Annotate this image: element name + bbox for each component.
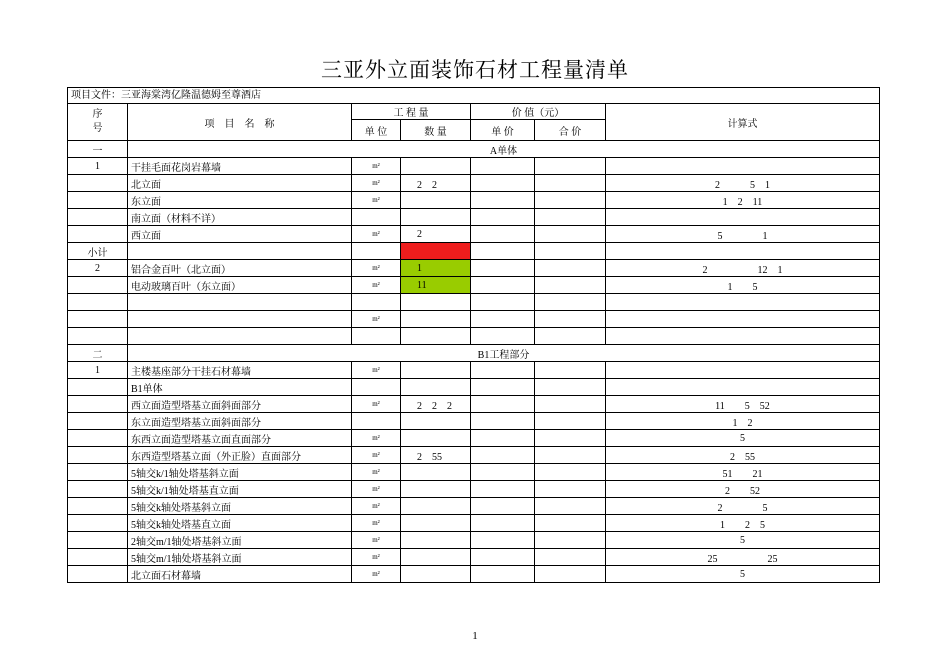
row-unit: m² bbox=[352, 498, 401, 515]
row-unit-price bbox=[471, 226, 535, 243]
table-row bbox=[68, 498, 880, 515]
row-unit: m² bbox=[352, 277, 401, 294]
header-unit: 单 位 bbox=[352, 120, 401, 141]
row-formula bbox=[606, 328, 880, 345]
row-total bbox=[535, 158, 606, 175]
row-total bbox=[535, 226, 606, 243]
row-formula: 11 5 52 bbox=[606, 396, 880, 413]
table-row bbox=[68, 532, 880, 549]
row-unit: m² bbox=[352, 226, 401, 243]
table-row bbox=[68, 192, 880, 209]
row-total bbox=[535, 464, 606, 481]
header-quantity-group: 工 程 量 bbox=[352, 104, 471, 120]
row-total bbox=[535, 328, 606, 345]
row-seq bbox=[68, 515, 128, 532]
row-formula bbox=[606, 379, 880, 396]
row-name: 5轴交k轴处塔基直立面 bbox=[128, 515, 352, 532]
table-row bbox=[68, 413, 880, 430]
row-unit-price bbox=[471, 192, 535, 209]
row-formula: 2 55 bbox=[606, 447, 880, 464]
row-formula: 51 21 bbox=[606, 464, 880, 481]
row-seq bbox=[68, 396, 128, 413]
row-seq bbox=[68, 481, 128, 498]
row-total bbox=[535, 362, 606, 379]
row-seq: 一 bbox=[68, 141, 128, 158]
row-seq bbox=[68, 464, 128, 481]
row-unit: m² bbox=[352, 396, 401, 413]
row-formula: 2 5 bbox=[606, 498, 880, 515]
row-unit-price bbox=[471, 243, 535, 260]
row-formula: 5 bbox=[606, 532, 880, 549]
row-qty bbox=[401, 158, 471, 175]
header-seq-a: 序 bbox=[92, 109, 103, 120]
row-qty bbox=[401, 328, 471, 345]
table-row bbox=[68, 481, 880, 498]
row-unit-price bbox=[471, 413, 535, 430]
row-seq bbox=[68, 379, 128, 396]
row-seq: 1 bbox=[68, 362, 128, 379]
row-seq bbox=[68, 294, 128, 311]
document-title: 三亚外立面装饰石材工程量清单 bbox=[321, 58, 629, 82]
row-unit-price bbox=[471, 328, 535, 345]
row-formula bbox=[606, 243, 880, 260]
row-total bbox=[535, 430, 606, 447]
row-formula: 1 2 bbox=[606, 413, 880, 430]
row-name: 南立面（材料不详） bbox=[128, 209, 352, 226]
row-unit-price bbox=[471, 532, 535, 549]
row-unit-price bbox=[471, 549, 535, 566]
row-total bbox=[535, 209, 606, 226]
table-row bbox=[68, 447, 880, 464]
row-name: 5轴交k/1轴处塔基斜立面 bbox=[128, 464, 352, 481]
row-qty: 2 55 bbox=[401, 447, 471, 464]
row-qty bbox=[401, 566, 471, 583]
table-body bbox=[68, 141, 880, 583]
row-name bbox=[128, 243, 352, 260]
row-unit-price bbox=[471, 515, 535, 532]
section-title: B1工程部分 bbox=[128, 345, 880, 362]
row-unit-price bbox=[471, 294, 535, 311]
row-seq bbox=[68, 226, 128, 243]
row-name: 东西造型塔基立面（外正脸）直面部分 bbox=[128, 447, 352, 464]
row-unit bbox=[352, 209, 401, 226]
row-seq bbox=[68, 566, 128, 583]
row-qty bbox=[401, 515, 471, 532]
row-total bbox=[535, 396, 606, 413]
row-total bbox=[535, 447, 606, 464]
row-qty bbox=[401, 532, 471, 549]
row-name: 干挂毛面花岗岩幕墙 bbox=[128, 158, 352, 175]
row-total bbox=[535, 413, 606, 430]
row-name: 5轴交k/1轴处塔基直立面 bbox=[128, 481, 352, 498]
row-unit: m² bbox=[352, 311, 401, 328]
row-unit-price bbox=[471, 209, 535, 226]
row-formula: 25 25 bbox=[606, 549, 880, 566]
table-row bbox=[68, 175, 880, 192]
row-qty bbox=[401, 481, 471, 498]
header-total: 合 价 bbox=[535, 120, 606, 141]
row-seq bbox=[68, 277, 128, 294]
row-unit-price bbox=[471, 362, 535, 379]
row-formula: 1 5 bbox=[606, 277, 880, 294]
row-qty bbox=[401, 294, 471, 311]
row-qty: 2 2 2 bbox=[401, 396, 471, 413]
row-total bbox=[535, 192, 606, 209]
row-qty bbox=[401, 498, 471, 515]
row-qty bbox=[401, 379, 471, 396]
quantity-table bbox=[67, 103, 880, 583]
row-formula bbox=[606, 362, 880, 379]
row-name bbox=[128, 311, 352, 328]
row-seq bbox=[68, 328, 128, 345]
row-qty bbox=[401, 413, 471, 430]
row-name: 西立面造型塔基立面斜面部分 bbox=[128, 396, 352, 413]
row-total bbox=[535, 277, 606, 294]
header-seq-b: 号 bbox=[92, 123, 103, 134]
row-unit-price bbox=[471, 175, 535, 192]
row-unit: m² bbox=[352, 549, 401, 566]
table-row bbox=[68, 226, 880, 243]
table-row bbox=[68, 311, 880, 328]
row-total bbox=[535, 294, 606, 311]
table-row bbox=[68, 158, 880, 175]
row-seq: 2 bbox=[68, 260, 128, 277]
row-formula: 2 52 bbox=[606, 481, 880, 498]
row-name: 北立面 bbox=[128, 175, 352, 192]
table-row bbox=[68, 209, 880, 226]
row-seq bbox=[68, 175, 128, 192]
header-value-group: 价 值（元） bbox=[471, 104, 606, 120]
row-total bbox=[535, 175, 606, 192]
row-unit-price bbox=[471, 379, 535, 396]
row-name: 2轴交m/1轴处塔基斜立面 bbox=[128, 532, 352, 549]
row-name bbox=[128, 328, 352, 345]
row-unit-price bbox=[471, 464, 535, 481]
row-unit: m² bbox=[352, 464, 401, 481]
row-total bbox=[535, 243, 606, 260]
row-seq bbox=[68, 447, 128, 464]
row-qty bbox=[401, 464, 471, 481]
row-unit-price bbox=[471, 566, 535, 583]
row-unit-price bbox=[471, 396, 535, 413]
row-unit bbox=[352, 379, 401, 396]
page-number: 1 bbox=[472, 630, 478, 642]
table-row bbox=[68, 243, 880, 260]
row-name: 北立面石材幕墙 bbox=[128, 566, 352, 583]
row-unit: m² bbox=[352, 158, 401, 175]
row-name: 电动玻璃百叶（东立面） bbox=[128, 277, 352, 294]
row-qty bbox=[401, 192, 471, 209]
row-qty bbox=[401, 243, 471, 260]
row-qty bbox=[401, 430, 471, 447]
row-unit: m² bbox=[352, 175, 401, 192]
row-name: 东立面造型塔基立面斜面部分 bbox=[128, 413, 352, 430]
row-total bbox=[535, 566, 606, 583]
row-unit bbox=[352, 413, 401, 430]
row-qty bbox=[401, 209, 471, 226]
row-unit bbox=[352, 243, 401, 260]
header-qty: 数 量 bbox=[401, 120, 471, 141]
row-seq bbox=[68, 311, 128, 328]
table-row bbox=[68, 549, 880, 566]
row-formula: 1 2 11 bbox=[606, 192, 880, 209]
row-formula: 2 5 1 bbox=[606, 175, 880, 192]
row-unit: m² bbox=[352, 566, 401, 583]
table-row bbox=[68, 362, 880, 379]
table-row bbox=[68, 277, 880, 294]
table-row bbox=[68, 430, 880, 447]
row-formula: 5 1 bbox=[606, 226, 880, 243]
row-unit: m² bbox=[352, 362, 401, 379]
row-formula bbox=[606, 294, 880, 311]
row-unit: m² bbox=[352, 515, 401, 532]
row-unit bbox=[352, 328, 401, 345]
row-seq bbox=[68, 413, 128, 430]
row-name: 5轴交m/1轴处塔基斜立面 bbox=[128, 549, 352, 566]
row-formula: 5 bbox=[606, 566, 880, 583]
row-seq bbox=[68, 192, 128, 209]
row-name: 东西立面造型塔基立面直面部分 bbox=[128, 430, 352, 447]
row-unit bbox=[352, 294, 401, 311]
row-name: 西立面 bbox=[128, 226, 352, 243]
table-row bbox=[68, 141, 880, 158]
row-qty: 2 bbox=[401, 226, 471, 243]
row-qty: 11 bbox=[401, 277, 471, 294]
row-unit-price bbox=[471, 481, 535, 498]
row-unit: m² bbox=[352, 192, 401, 209]
row-unit: m² bbox=[352, 532, 401, 549]
row-unit: m² bbox=[352, 430, 401, 447]
header-seq bbox=[68, 104, 128, 141]
row-total bbox=[535, 311, 606, 328]
table-row bbox=[68, 345, 880, 362]
row-qty bbox=[401, 362, 471, 379]
row-formula bbox=[606, 158, 880, 175]
table-row bbox=[68, 294, 880, 311]
row-unit-price bbox=[471, 430, 535, 447]
row-total bbox=[535, 532, 606, 549]
row-seq bbox=[68, 430, 128, 447]
row-name: 铝合金百叶（北立面） bbox=[128, 260, 352, 277]
row-name: 5轴交k轴处塔基斜立面 bbox=[128, 498, 352, 515]
row-name: 东立面 bbox=[128, 192, 352, 209]
row-qty bbox=[401, 549, 471, 566]
table-row bbox=[68, 464, 880, 481]
row-unit-price bbox=[471, 260, 535, 277]
row-unit-price bbox=[471, 277, 535, 294]
row-name: 主楼基座部分干挂石材幕墙 bbox=[128, 362, 352, 379]
row-seq: 小计 bbox=[68, 243, 128, 260]
row-unit-price bbox=[471, 498, 535, 515]
section-title: A单体 bbox=[128, 141, 880, 158]
header-name: 项 目 名 称 bbox=[128, 104, 352, 141]
row-total bbox=[535, 498, 606, 515]
row-unit-price bbox=[471, 158, 535, 175]
row-seq: 二 bbox=[68, 345, 128, 362]
row-name bbox=[128, 294, 352, 311]
row-name: B1单体 bbox=[128, 379, 352, 396]
row-total bbox=[535, 260, 606, 277]
table-row bbox=[68, 379, 880, 396]
row-formula bbox=[606, 209, 880, 226]
row-total bbox=[535, 515, 606, 532]
table-row bbox=[68, 328, 880, 345]
header-unit-price: 单 价 bbox=[471, 120, 535, 141]
row-formula: 2 12 1 bbox=[606, 260, 880, 277]
row-total bbox=[535, 481, 606, 498]
row-formula bbox=[606, 311, 880, 328]
row-unit: m² bbox=[352, 447, 401, 464]
row-unit: m² bbox=[352, 481, 401, 498]
table-row bbox=[68, 396, 880, 413]
table-row bbox=[68, 515, 880, 532]
row-unit-price bbox=[471, 311, 535, 328]
project-file-line: 项目文件：三亚海棠湾亿隆温德姆至尊酒店 bbox=[67, 87, 880, 103]
row-seq bbox=[68, 498, 128, 515]
header-formula: 计算式 bbox=[606, 104, 880, 141]
row-seq bbox=[68, 532, 128, 549]
table-row bbox=[68, 566, 880, 583]
table-row bbox=[68, 260, 880, 277]
row-formula: 5 bbox=[606, 430, 880, 447]
row-total bbox=[535, 549, 606, 566]
row-qty: 1 bbox=[401, 260, 471, 277]
row-unit: m² bbox=[352, 260, 401, 277]
row-qty bbox=[401, 311, 471, 328]
row-qty: 2 2 bbox=[401, 175, 471, 192]
row-total bbox=[535, 379, 606, 396]
row-formula: 1 2 5 bbox=[606, 515, 880, 532]
row-unit-price bbox=[471, 447, 535, 464]
row-seq bbox=[68, 209, 128, 226]
row-seq: 1 bbox=[68, 158, 128, 175]
row-seq bbox=[68, 549, 128, 566]
